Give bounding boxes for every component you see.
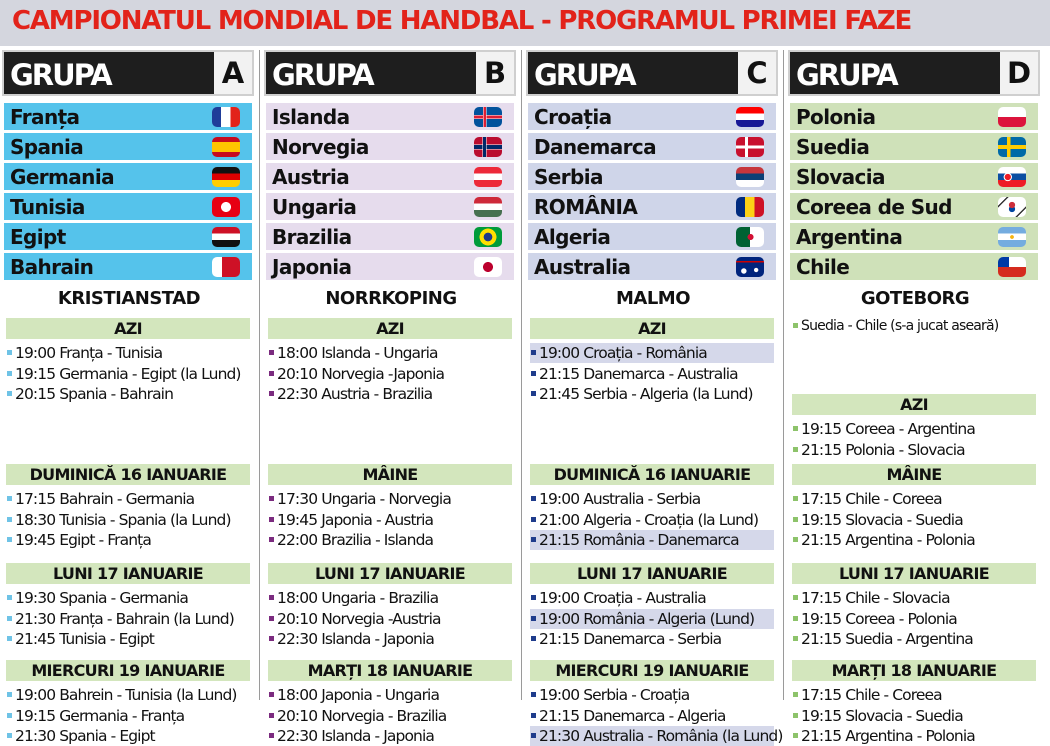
group-letter: B <box>476 52 514 94</box>
day-header: MIERCURI 19 IANUARIE <box>6 660 250 681</box>
match-text: 21:30 Australia - România (la Lund) <box>539 727 783 745</box>
group-header <box>528 52 776 94</box>
day-header: MARȚI 18 IANUARIE <box>268 660 512 681</box>
bullet-icon <box>531 713 536 718</box>
team-name: Spania <box>10 135 84 159</box>
bullet-icon <box>793 517 798 522</box>
bullet-icon <box>269 537 274 542</box>
match-row <box>530 706 778 726</box>
bullet-icon <box>7 517 12 522</box>
match-row <box>792 726 1040 746</box>
match-row <box>268 629 516 649</box>
match-row <box>6 706 254 726</box>
match-row <box>792 510 1040 530</box>
bullet-icon <box>793 447 798 452</box>
group-column <box>526 50 783 745</box>
match-row <box>6 489 254 509</box>
bullet-icon <box>793 616 798 621</box>
match-text: 21:45 Serbia - Algeria (la Lund) <box>539 385 753 403</box>
match-row <box>6 384 254 404</box>
team-name: Chile <box>796 255 850 279</box>
croatia-flag-icon <box>736 107 764 127</box>
team-name: Tunisia <box>10 195 85 219</box>
match-row <box>792 629 1040 649</box>
team-name: Brazilia <box>272 225 352 249</box>
note-text: Suedia - Chile (s-a jucat aseară) <box>801 318 999 334</box>
team-row <box>4 193 252 220</box>
team-row <box>266 133 514 160</box>
match-text: 19:15 Germania - Egipt (la Lund) <box>15 364 241 383</box>
match-row <box>792 489 1040 509</box>
team-name: Polonia <box>796 105 876 129</box>
match-text: 21:15 România - Danemarca <box>539 531 739 549</box>
team-row <box>790 193 1038 220</box>
title-bar <box>0 0 1050 46</box>
bullet-icon <box>531 616 536 621</box>
bullet-icon <box>7 496 12 501</box>
bullet-icon <box>7 371 12 376</box>
bullet-icon <box>269 692 274 697</box>
match-row <box>792 440 1040 460</box>
day-header: LUNI 17 IANUARIE <box>268 563 512 584</box>
team-row <box>4 223 252 250</box>
team-row <box>266 193 514 220</box>
bullet-icon <box>793 636 798 641</box>
match-row <box>530 530 774 550</box>
match-text: 19:00 Bahrein - Tunisia (la Lund) <box>15 686 237 704</box>
team-row <box>790 163 1038 190</box>
bullet-icon <box>531 517 536 522</box>
match-text: 19:45 Egipt - Franța <box>15 531 151 549</box>
bullet-icon <box>7 537 12 542</box>
germany-flag-icon <box>212 167 240 187</box>
played-match-note <box>792 316 1042 336</box>
team-row <box>266 163 514 190</box>
match-text: 20:10 Norvegia -Austria <box>277 609 441 628</box>
day-header: DUMINICĂ 16 IANUARIE <box>530 464 774 485</box>
team-row <box>528 163 776 190</box>
venue-city: MALMO <box>615 288 691 309</box>
team-row <box>4 253 252 280</box>
match-row <box>268 706 516 726</box>
bullet-icon <box>793 537 798 542</box>
match-text: 19:15 Coreea - Polonia <box>801 609 957 628</box>
match-text: 21:00 Algeria - Croația (la Lund) <box>539 510 759 529</box>
day-header: MIERCURI 19 IANUARIE <box>530 660 774 681</box>
team-name: Norvegia <box>272 135 369 159</box>
match-text: 21:15 Danemarca - Australia <box>539 364 738 383</box>
team-row <box>528 223 776 250</box>
team-name: Australia <box>534 255 631 279</box>
group-header <box>4 52 252 94</box>
bullet-icon <box>793 496 798 501</box>
match-text: 20:10 Norvegia - Brazilia <box>277 706 447 725</box>
match-text: 21:15 Danemarca - Serbia <box>539 630 722 648</box>
team-name: Croația <box>534 105 612 129</box>
match-text: 18:00 Islanda - Ungaria <box>277 344 438 362</box>
bullet-icon <box>269 517 274 522</box>
team-name: Franța <box>10 105 80 129</box>
group-label: GRUPA <box>10 58 111 92</box>
match-text: 21:15 Argentina - Polonia <box>801 531 975 549</box>
match-row <box>530 364 778 384</box>
match-text: 17:15 Bahrain - Germania <box>15 490 195 508</box>
japan-flag-icon <box>474 257 502 277</box>
team-name: Algeria <box>534 225 611 249</box>
match-text: 17:30 Ungaria - Norvegia <box>277 490 451 508</box>
bullet-icon <box>269 371 274 376</box>
match-text: 19:00 Croația - România <box>539 344 707 362</box>
match-row <box>6 510 254 530</box>
serbia-flag-icon <box>736 167 764 187</box>
team-row <box>790 133 1038 160</box>
day-header: MÂINE <box>268 464 512 485</box>
match-text: 22:30 Islanda - Japonia <box>277 630 434 648</box>
venue-city: KRISTIANSTAD <box>57 288 201 309</box>
match-row <box>268 726 516 746</box>
poland-flag-icon <box>998 107 1026 127</box>
team-row <box>266 253 514 280</box>
day-header: DUMINICĂ 16 IANUARIE <box>6 464 250 485</box>
bullet-icon <box>793 426 798 431</box>
team-row <box>4 163 252 190</box>
team-name: Suedia <box>796 135 870 159</box>
group-label: GRUPA <box>534 58 635 92</box>
bullet-icon <box>531 496 536 501</box>
match-row <box>530 629 778 649</box>
egypt-flag-icon <box>212 227 240 247</box>
group-letter: D <box>1000 52 1038 94</box>
bullet-icon <box>793 323 798 328</box>
bullet-icon <box>531 733 536 738</box>
match-row <box>792 685 1040 705</box>
match-text: 19:00 Croația - Australia <box>539 589 706 607</box>
sweden-flag-icon <box>998 137 1026 157</box>
bullet-icon <box>531 636 536 641</box>
bullet-icon <box>269 713 274 718</box>
team-row <box>528 193 776 220</box>
bullet-icon <box>7 733 12 738</box>
team-row <box>4 103 252 130</box>
match-text: 19:45 Japonia - Austria <box>277 510 434 529</box>
romania-flag-icon <box>736 197 764 217</box>
day-header: AZI <box>792 394 1036 415</box>
match-text: 21:45 Tunisia - Egipt <box>15 630 154 648</box>
column-divider <box>783 50 784 700</box>
bullet-icon <box>269 616 274 621</box>
bullet-icon <box>531 692 536 697</box>
match-row <box>268 384 516 404</box>
australia-flag-icon <box>736 257 764 277</box>
spain-flag-icon <box>212 137 240 157</box>
group-label: GRUPA <box>272 58 373 92</box>
group-column <box>2 50 256 745</box>
match-row <box>268 510 516 530</box>
team-row <box>266 103 514 130</box>
france-flag-icon <box>212 107 240 127</box>
page-title: CAMPIONATUL MONDIAL DE HANDBAL - PROGRAMUL PRIMEI FAZE <box>12 6 912 36</box>
match-row <box>268 685 516 705</box>
team-name: Ungaria <box>272 195 357 219</box>
match-text: 18:00 Ungaria - Brazilia <box>277 589 439 607</box>
match-row <box>268 588 516 608</box>
team-row <box>790 253 1038 280</box>
team-name: Egipt <box>10 225 66 249</box>
team-name: Germania <box>10 165 114 189</box>
match-row <box>530 588 778 608</box>
match-row <box>530 510 778 530</box>
match-row <box>6 629 254 649</box>
match-text: 21:15 Suedia - Argentina <box>801 630 973 648</box>
match-row <box>792 419 1040 439</box>
day-header: AZI <box>530 318 774 339</box>
chile-flag-icon <box>998 257 1026 277</box>
team-name: Danemarca <box>534 135 657 159</box>
match-row <box>268 609 516 629</box>
match-row <box>6 343 254 363</box>
match-row <box>268 364 516 384</box>
match-row <box>530 489 778 509</box>
team-row <box>528 103 776 130</box>
match-text: 22:00 Brazilia - Islanda <box>277 531 434 549</box>
team-name: Argentina <box>796 225 903 249</box>
bullet-icon <box>793 595 798 600</box>
match-row <box>6 364 254 384</box>
day-header: LUNI 17 IANUARIE <box>530 563 774 584</box>
match-text: 18:30 Tunisia - Spania (la Lund) <box>15 510 231 529</box>
team-name: Coreea de Sud <box>796 195 952 219</box>
bullet-icon <box>793 733 798 738</box>
match-text: 19:30 Spania - Germania <box>15 589 189 607</box>
match-text: 20:15 Spania - Bahrain <box>15 385 174 403</box>
match-text: 22:30 Islanda - Japonia <box>277 727 434 745</box>
algeria-flag-icon <box>736 227 764 247</box>
match-row <box>6 588 254 608</box>
match-row <box>792 530 1040 550</box>
team-row <box>790 103 1038 130</box>
bullet-icon <box>269 391 274 396</box>
bullet-icon <box>269 733 274 738</box>
team-row <box>790 223 1038 250</box>
group-header <box>266 52 514 94</box>
match-row <box>792 588 1040 608</box>
bullet-icon <box>7 713 12 718</box>
match-text: 19:15 Slovacia - Suedia <box>801 510 963 529</box>
bullet-icon <box>269 496 274 501</box>
bullet-icon <box>531 537 536 542</box>
match-text: 19:15 Slovacia - Suedia <box>801 706 963 725</box>
brazil-flag-icon <box>474 227 502 247</box>
match-text: 22:30 Austria - Brazilia <box>277 385 433 403</box>
bullet-icon <box>793 713 798 718</box>
team-name: Japonia <box>272 255 352 279</box>
match-row <box>268 343 516 363</box>
match-text: 19:00 Australia - Serbia <box>539 490 701 508</box>
team-name: Austria <box>272 165 350 189</box>
hungary-flag-icon <box>474 197 502 217</box>
team-name: Islanda <box>272 105 350 129</box>
bullet-icon <box>7 616 12 621</box>
denmark-flag-icon <box>736 137 764 157</box>
group-letter: A <box>214 52 252 94</box>
match-text: 21:15 Danemarca - Algeria <box>539 706 726 725</box>
bullet-icon <box>7 636 12 641</box>
day-header: MÂINE <box>792 464 1036 485</box>
bullet-icon <box>269 595 274 600</box>
bullet-icon <box>269 350 274 355</box>
day-header: AZI <box>268 318 512 339</box>
match-row <box>792 609 1040 629</box>
team-row <box>528 253 776 280</box>
bullet-icon <box>531 391 536 396</box>
bullet-icon <box>531 371 536 376</box>
austria-flag-icon <box>474 167 502 187</box>
bahrain-flag-icon <box>212 257 240 277</box>
match-text: 21:15 Argentina - Polonia <box>801 727 975 745</box>
match-text: 19:15 Coreea - Argentina <box>801 420 975 438</box>
group-header <box>790 52 1038 94</box>
venue-city: NORRKOPING <box>325 288 457 309</box>
venue-city: GOTEBORG <box>860 288 970 309</box>
match-row <box>6 530 254 550</box>
match-row <box>268 530 516 550</box>
bullet-icon <box>7 350 12 355</box>
slovakia-flag-icon <box>998 167 1026 187</box>
tunisia-flag-icon <box>212 197 240 217</box>
match-row <box>268 489 516 509</box>
match-text: 20:10 Norvegia -Japonia <box>277 364 445 383</box>
iceland-flag-icon <box>474 107 502 127</box>
match-text: 21:30 Spania - Egipt <box>15 727 155 745</box>
match-text: 17:15 Chile - Slovacia <box>801 589 950 607</box>
match-text: 21:30 Franța - Bahrain (la Lund) <box>15 609 234 628</box>
norway-flag-icon <box>474 137 502 157</box>
team-name: Serbia <box>534 165 603 189</box>
match-row <box>6 609 254 629</box>
match-text: 19:15 Germania - Franța <box>15 706 185 725</box>
match-text: 19:00 România - Algeria (Lund) <box>539 609 755 628</box>
group-letter: C <box>738 52 776 94</box>
match-text: 21:15 Polonia - Slovacia <box>801 440 965 459</box>
match-text: 18:00 Japonia - Ungaria <box>277 686 440 704</box>
team-name: ROMÂNIA <box>534 195 638 219</box>
match-row <box>6 685 254 705</box>
team-row <box>4 133 252 160</box>
bullet-icon <box>793 692 798 697</box>
match-text: 17:15 Chile - Coreea <box>801 686 942 704</box>
bullet-icon <box>531 350 536 355</box>
day-header: LUNI 17 IANUARIE <box>792 563 1036 584</box>
team-name: Slovacia <box>796 165 885 189</box>
team-name: Bahrain <box>10 255 94 279</box>
day-header: MARȚI 18 IANUARIE <box>792 660 1036 681</box>
bullet-icon <box>7 391 12 396</box>
team-row <box>266 223 514 250</box>
group-label: GRUPA <box>796 58 897 92</box>
match-row <box>792 706 1040 726</box>
bullet-icon <box>7 595 12 600</box>
group-column <box>788 50 1042 745</box>
day-header: LUNI 17 IANUARIE <box>6 563 250 584</box>
match-text: 19:00 Serbia - Croația <box>539 686 690 704</box>
column-divider <box>259 50 260 700</box>
match-text: 19:00 Franța - Tunisia <box>15 344 163 362</box>
match-row <box>530 609 774 629</box>
column-divider <box>521 50 522 700</box>
bullet-icon <box>269 636 274 641</box>
team-row <box>528 133 776 160</box>
match-row <box>530 685 778 705</box>
argentina-flag-icon <box>998 227 1026 247</box>
match-row <box>6 726 254 746</box>
match-text: 17:15 Chile - Coreea <box>801 490 942 508</box>
group-column <box>264 50 518 745</box>
match-row <box>530 384 778 404</box>
match-row <box>530 343 774 363</box>
day-header: AZI <box>6 318 250 339</box>
bullet-icon <box>531 595 536 600</box>
south-korea-flag-icon <box>998 197 1026 217</box>
match-row <box>530 726 783 746</box>
bullet-icon <box>7 692 12 697</box>
